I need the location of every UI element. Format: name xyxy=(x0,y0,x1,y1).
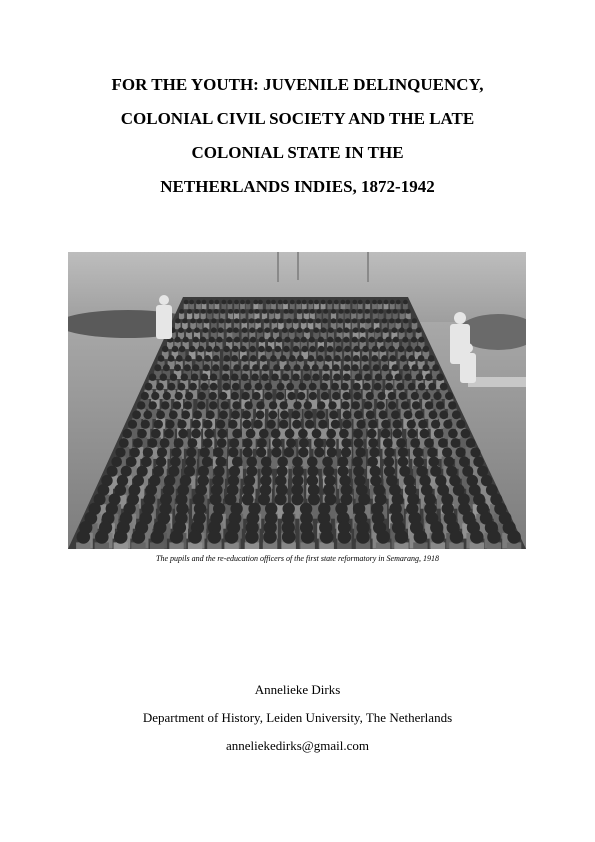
historical-photograph xyxy=(68,252,526,549)
author-name: Annelieke Dirks xyxy=(254,682,341,697)
document-title xyxy=(0,68,595,204)
author-block xyxy=(0,676,595,760)
figure-caption: The pupils and the re-education officers of the first state reformatory in Semarang, 1918 xyxy=(156,554,439,563)
title-line-2: COLONIAL CIVIL SOCIETY AND THE LATE xyxy=(120,109,475,128)
title-line-4: NETHERLANDS INDIES, 1872-1942 xyxy=(160,177,435,196)
author-email: anneliekedirks@gmail.com xyxy=(225,738,369,753)
title-line-1: FOR THE YOUTH: JUVENILE DELINQUENCY, xyxy=(111,75,484,94)
title-line-3: COLONIAL STATE IN THE xyxy=(191,143,404,162)
author-affiliation: Department of History, Leiden University, The Netherlands xyxy=(142,710,453,725)
